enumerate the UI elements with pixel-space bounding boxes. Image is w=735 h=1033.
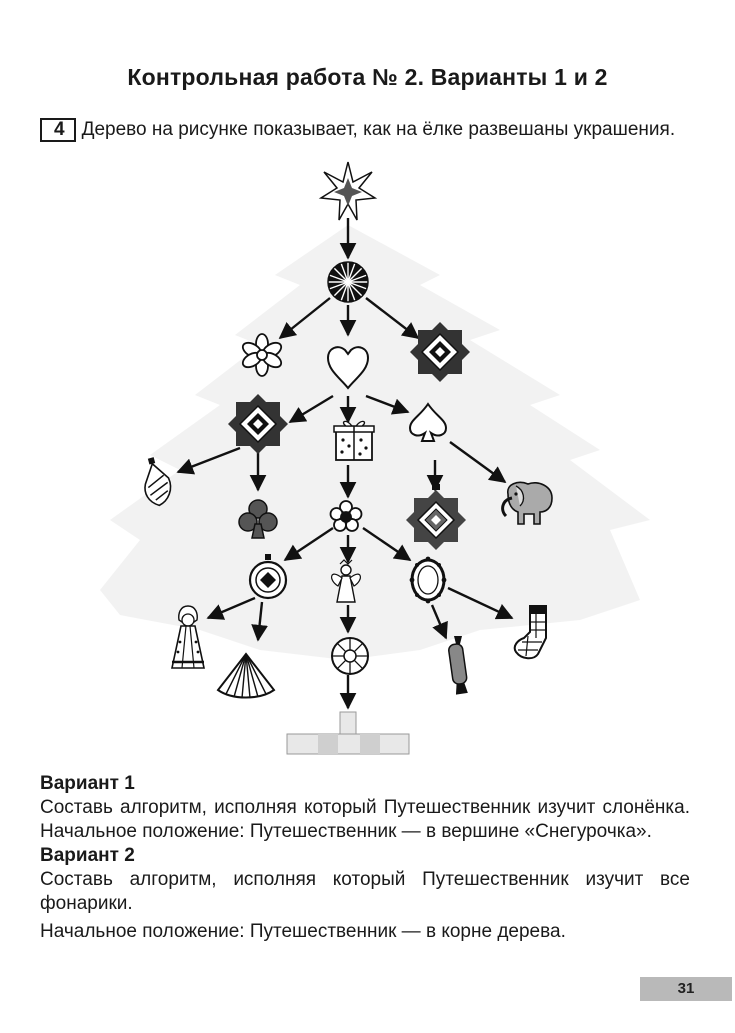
variant2-heading: Вариант 2	[40, 845, 135, 866]
tree-stand-icon	[287, 712, 409, 754]
variant1-text: Составь алгоритм, исполняя который Путешественник изучит слонёнка. Начальное положение: Путешественник — в вершине «Снегурочка».	[40, 797, 690, 842]
variant2-text-start: Начальное положение: Путешественник — в корне дерева.	[40, 921, 566, 942]
diamond-lantern-icon	[228, 394, 288, 454]
task-number: 4	[40, 118, 76, 142]
variant2-text: Составь алгоритм, исполняя который Путешественник изучит все фонарики.	[40, 869, 690, 914]
striped-ball-icon	[328, 262, 368, 302]
candy-icon	[448, 636, 468, 695]
task-statement	[40, 117, 690, 143]
variant1-heading: Вариант 1	[40, 773, 135, 794]
page-title: Контрольная работа № 2. Варианты 1 и 2	[127, 64, 608, 90]
medallion-icon	[332, 638, 368, 674]
tree-diagram	[0, 160, 735, 760]
task-text: Дерево на рисунке показывает, как на ёлке развешаны украшения.	[81, 119, 676, 140]
page-number: 31	[640, 977, 732, 1001]
star-icon	[321, 162, 375, 220]
variants-section	[40, 772, 690, 944]
diamond-lantern-icon	[410, 322, 470, 382]
gift-box-icon	[334, 421, 374, 460]
fan-icon	[218, 654, 274, 698]
tree-silhouette	[100, 225, 650, 660]
